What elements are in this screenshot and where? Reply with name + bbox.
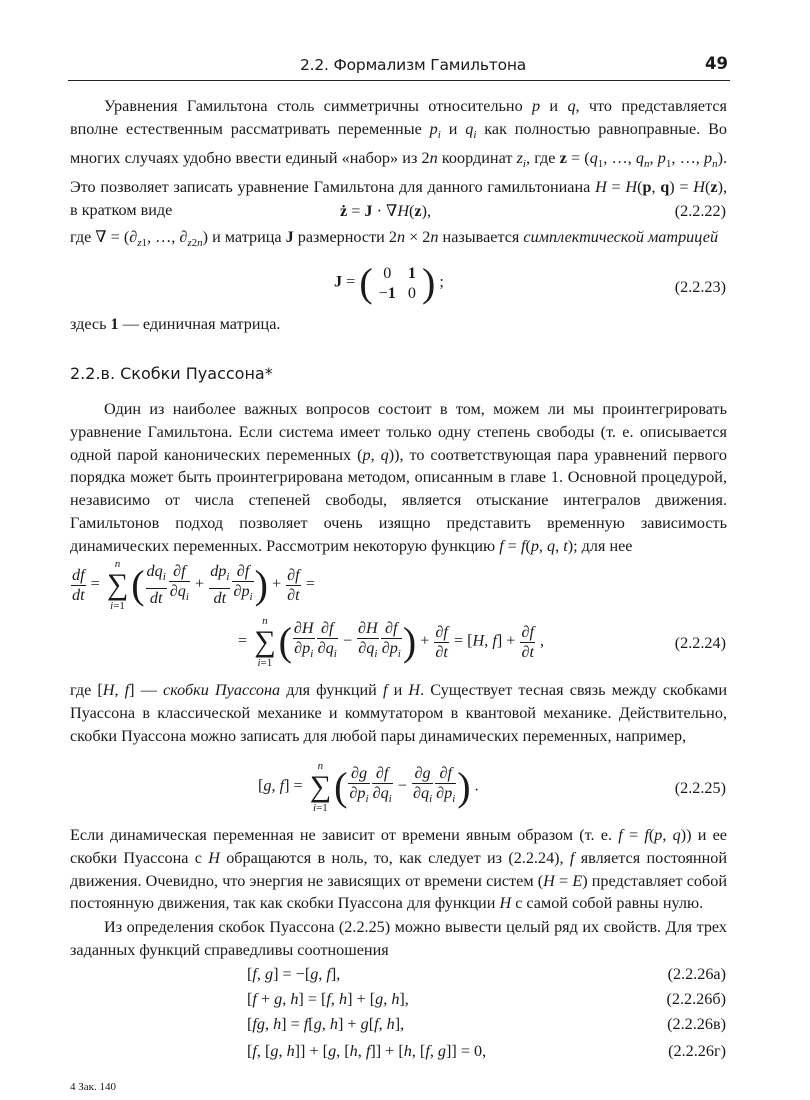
equation-number: (2.2.26а) [667, 965, 726, 983]
equation-2-2-26b: [f + g, h] = [f, h] + [g, h], [247, 990, 409, 1008]
equation-2-2-24-line1: $\frac{df}{dt}$ = n ∑ i=1 ( $\frac{dq_i}{dt}$ $\frac{\partial f}{\partial q_i}$ + $\frac{dp_i}{dt}$ $\frac{\partial f}{\partial p_i}$ ) + $\frac{\partial f}{\partial t}$ = [72, 558, 315, 612]
equation-2-2-25: [g, f] = n ∑ i=1 ( $\frac{\partial g}{\partial p_i}$ $\frac{\partial f}{\partial q_i}$ − $\frac{\partial g}{\partial q_i}$ $\frac{\partial f}{\partial p_i}$ ) . [258, 760, 479, 814]
header-title: 2.2. Формализм Гамильтона [300, 56, 527, 74]
equation-2-2-24-line2: = n ∑ i=1 ( $\frac{\partial H}{\partial p_i}$ $\frac{\partial f}{\partial q_i}$ − $\frac{\partial H}{\partial q_i}$ $\frac{\partial f}{\partial p_i}$ ) + $\frac{\partial f}{\partial t}$ = [H, f] + $\frac{\partial f}{\partial t}$ , [238, 615, 545, 669]
equation-number: (2.2.23) [674, 278, 726, 296]
equation-number: (2.2.24) [674, 634, 726, 652]
paragraph-symplectic: где ∇ = ($\partial_{z1}$, …, $\partial_{z2n}$) и матрица J размерности 2n × 2n называется симплектической матрицей [70, 228, 719, 250]
paragraph-properties: Из определения скобок Пуассона (2.2.25) можно вывести целый ряд их свойств. Для трех заданных функций справедливы соотношения [70, 918, 727, 959]
equation-number: (2.2.25) [674, 779, 726, 797]
equation-2-2-26a: [f, g] = −[g, f], [247, 965, 341, 983]
equation-2-2-26c: [fg, h] = f[g, h] + g[f, h], [247, 1015, 405, 1033]
printer-signature: 4 Зак. 140 [70, 1081, 116, 1093]
paragraph-bracket-def: где [H, f] — скобки Пуассона для функций f и H. Существует тесная связь между скобками Пуассона в классической механике и коммутатором в квантовой механике. Действительно, скобки Пуассона можно записать для любой пары динамических переменных, например, [70, 681, 727, 745]
paragraph-constant: Если динамическая переменная не зависит от времени явным образом (т. е. f = f(p, q)) и ее скобки Пуассона с H обращаются в ноль, то, как следует из (2.2.24), f является постоянной движения. Очевидно, что энергия не зависящих от времени систем (H = E) представляет собой постоянную движения, так как скобки Пуассона для функции H с самой собой равны нулю. [70, 826, 727, 913]
running-header [68, 52, 730, 81]
equation-2-2-22: ż = J · ∇H(z), [340, 202, 432, 220]
paragraph-unit: здесь 1 — единичная матрица. [70, 315, 281, 333]
equation-2-2-23: J = ( 0 1 −1 0 ) ; [334, 260, 444, 305]
page-number: 49 [705, 54, 728, 73]
equation-number: (2.2.26г) [668, 1042, 726, 1060]
equation-number: (2.2.26б) [666, 990, 726, 1008]
paragraph-intro: Уравнения Гамильтона столь симметричны относительно p и q, что представляется вполне естественным рассматривать переменные $p_i$ и $q_i$ как полностью равноправные. Во многих случаях удобно ввести единый «набор» из 2n координат $z_i$, где $z = (q_1$, …, $q_n$, $p_1$, …, $p_n$). Это позволяет записать уравнение Гамильтона для данного гамильтониана H = H(p, q) = H(z), в кратком виде [70, 97, 728, 219]
equation-number: (2.2.26в) [667, 1015, 726, 1033]
section-title: 2.2.в. Скобки Пуассона* [70, 364, 273, 383]
equation-number: (2.2.22) [674, 202, 726, 220]
paragraph-poisson: Один из наиболее важных вопросов состоит в том, можем ли мы проинтегрировать уравнение Гамильтона. Если система имеет только одну степень свободы (т. е. описывается одной парой канонических переменных (p, q)), то соответствующая пара уравнений первого порядка может быть проинтегрирована методом, описанным в главе 1. Основной процедурой, независимо от числа степеней свободы, является отыскание интегралов движения. Гамильтонов подход позволяет очень изящно представить временную зависимость динамических переменных. Рассмотрим некоторую функцию f = f(p, q, t); для нее [70, 400, 728, 555]
equation-2-2-26d: [f, [g, h]] + [g, [h, f]] + [h, [f, g]] = 0, [247, 1042, 487, 1060]
